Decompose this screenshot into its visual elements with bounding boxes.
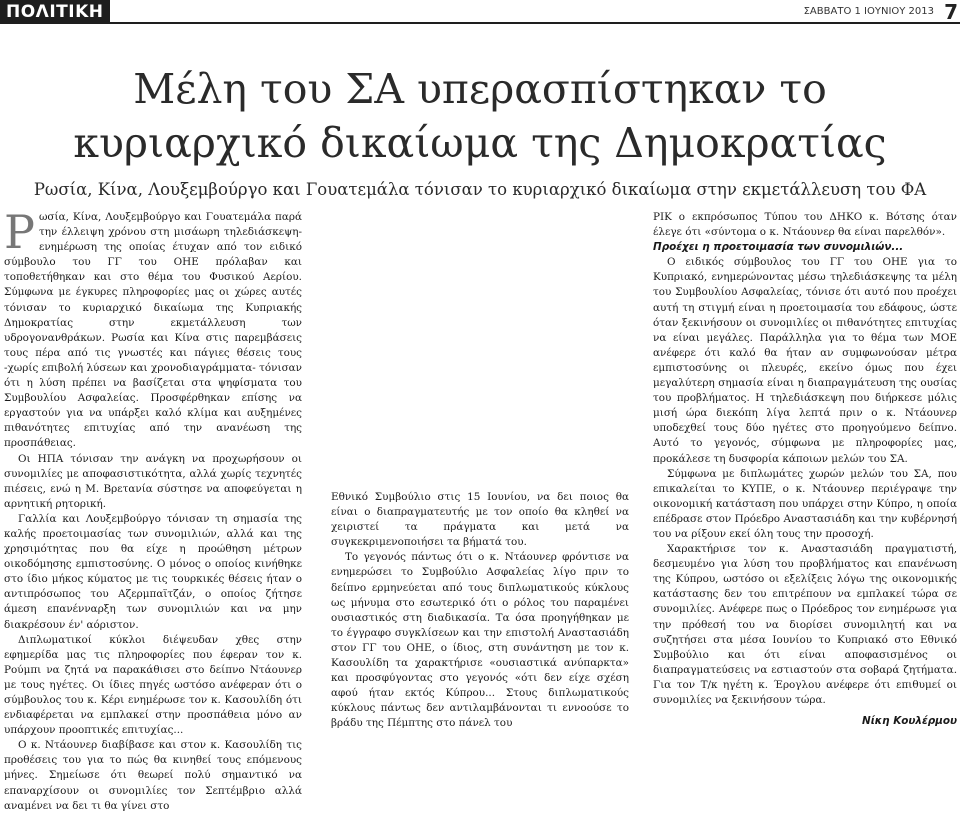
article-subtitle: Ρωσία, Κίνα, Λουξεμβούργο και Γουατεμάλα τόνισαν το κυριαρχικό δικαίωμα στην εκμετάλλευση του ΦΑ bbox=[33, 180, 927, 199]
paragraph: Ο κ. Ντάουνερ διαβίβασε και στον κ. Κασουλίδη τις προθέσεις του για το πώς θα κινηθεί τους επόμενους μήνες. Σημείωσε ότι θεωρεί πολύ σημαντικό να επαναρχίσουν οι συνομιλίες τον Σεπτέμβριο αλλά αναμένει να δει τι θα γίνει στο bbox=[4, 739, 302, 812]
paragraph: Εθνικό Συμβούλιο στις 15 Ιουνίου, να δει ποιος θα είναι ο διαπραγματευτής με τον οποίο θα κληθεί να χειριστεί τα πράγματα και μετά να συγκεκριμενοποιήσει τα βήματά του. bbox=[331, 491, 629, 549]
paragraph: Σύμφωνα με διπλωμάτες χωρών μελών του ΣΑ, που επικαλείται το ΚΥΠΕ, ο κ. Ντάουνερ περιέγραψε την οικονομική κατάσταση που υπάρχει στην Κύπρο, η οποία επέδρασε στον Πρόεδρο Αναστασιάδη και την κυβέρνησή του να ρίξουν εκεί όλη τους την προσοχή. bbox=[653, 467, 957, 540]
article-column-1 bbox=[4, 205, 302, 812]
paragraph: Ο ειδικός σύμβουλος του ΓΓ του ΟΗΕ για το Κυπριακό, ενημερώνοντας μέσω τηλεδιάσκεψης τα μέλη του Συμβουλίου Ασφαλείας, τόνισε ότι αυτό που προέχει αυτή τη στιγμή είναι η προετοιμασία του εδάφους, ώστε όταν ξεκινήσουν οι συνομιλίες οι πιθανότητες επιτυχίας να είναι μεγάλες. Παράλληλα για το θέμα των ΜΟΕ ανέφερε ότι καλό θα ήταν αν συμφωνούσαν μέτρα εμπιστοσύνης οι πλευρές, εκείνο όμως που έχει μεγαλύτερη σημασία είναι η διαπραγμάτευση της ουσίας του προβλήματος. Η τηλεδιάσκεψη που διήρκεσε μόλις μισή ώρα διεκόπη λίγα λεπτά πριν ο κ. Ντάουνερ υποδεχθεί τους δύο ηγέτες στο προηγούμενο δείπνο. Αυτό το γεγονός, σύμφωνα με πληροφορίες μας, προκάλεσε τη δυσφορία κάποιων μελών του ΣΑ. bbox=[653, 256, 957, 465]
page-header bbox=[0, 0, 960, 26]
drop-cap: Ρ bbox=[4, 205, 35, 259]
article-headline bbox=[0, 62, 960, 170]
paragraph: Οι ΗΠΑ τόνισαν την ανάγκη να προχωρήσουν οι συνομιλίες με αποφασιστικότητα, αλλά χωρίς τεχνητές πιέσεις, ενώ η Μ. Βρετανία σύστησε να αποφεύγεται η αρνητική ρητορική. bbox=[4, 452, 302, 510]
paragraph: Το γεγονός πάντως ότι ο κ. Ντάουνερ φρόντισε να ενημερώσει το Συμβούλιο Ασφαλείας λίγο πριν το δείπνο ερμηνεύεται από τους διπλωματικούς κύκλους ως μήνυμα στο εσωτερικό ότι ο ρόλος του παραμένει ουσιαστικός στη διαδικασία. Τα όσα προηγήθηκαν με το έγγραφο συγκλίσεων και την επιστολή Αναστασιάδη στον ΓΓ του ΟΗΕ, ο ίδιος, στη συνάντηση με τον κ. Κασουλίδη τα χαρακτήρισε «ουσιαστικά ανύπαρκτα» και προσφύγοντας στο γεγονός «ότι δεν είχε σχέση αφού ήταν εκτός Κύπρου... Στους διπλωματικούς κύκλους πάντως δεν αντιλαμβάνονται τι εννοούσε το βράδυ της Πέμπτης στο πάνελ του bbox=[331, 551, 629, 730]
page-number: 7 bbox=[944, 0, 958, 24]
paragraph: Χαρακτήρισε τον κ. Αναστασιάδη πραγματιστή, δεσμευμένο για λύση του προβλήματος και επανένωση της Κύπρου, ωστόσο οι εξελίξεις λόγω της οικονομικής κατάστασης δεν του επιτρέπουν να εμπλακεί τώρα σε συνομιλίες. Ανέφερε πως ο Πρόεδρος τον ενημέρωσε για την πρόθεσή του να διορίσει συνομιλητή και να συζητήσει στα μέσα Ιουνίου το Κυπριακό στο Εθνικό Συμβούλιο και ότι είναι αποφασισμένος οι διαπραγματεύσεις να εστιαστούν στα σοβαρά ζητήματα. Για τον Τ/κ ηγέτη κ. Έρογλου ανέφερε ότι επιθυμεί οι συνομιλίες να ξεκινήσουν τώρα. bbox=[653, 543, 957, 706]
header-rule bbox=[110, 22, 960, 24]
section-label: ΠΟΛΙΤΙΚΗ bbox=[0, 0, 110, 24]
author-byline: Νίκη Κουλέρμου bbox=[862, 715, 957, 728]
issue-date: ΣΑΒΒΑΤΟ 1 ΙΟΥΝΙΟΥ 2013 bbox=[803, 6, 934, 17]
headline-line-1: Μέλη του ΣΑ υπερασπίστηκαν το bbox=[133, 65, 827, 113]
article-column-2 bbox=[331, 490, 629, 730]
paragraph: Ρωσία, Κίνα, Λουξεμβούργο και Γουατεμάλα παρά την έλλειψη χρόνου στη μισάωρη τηλεδιάσκεψη-ενημέρωση της οποίας έτυχαν από τον ειδικό σύμβουλο του ΓΓ του ΟΗΕ πρόλαβαν και τοποθετήθηκαν και στο θέμα του Φυσικού Αερίου. Σύμφωνα με έγκυρες πληροφορίες μας οι χώρες αυτές τόνισαν το κυριαρχικό δικαίωμα της Κυπριακής Δημοκρατίας στην εκμετάλλευση των υδρογονανθράκων. Ρωσία και Κίνα στις παρεμβάσεις τους πέρα από τις γνωστές και πάγιες θέσεις τους -χωρίς επιβολή λύσεων και χρονοδιαγράμματα- τόνισαν ότι η λύση πρέπει να βασίζεται στα ψηφίσματα του Συμβουλίου Ασφαλείας. Προσφέρθηκαν επίσης να εργαστούν για να υπάρξει καλό κλίμα και αυξημένες πιθανότητες επιτυχίας από την ανανέωση της προσπάθειας. bbox=[4, 205, 302, 450]
section-subhead: Προέχει η προετοιμασία των συνομιλιών... bbox=[653, 241, 904, 254]
headline-line-2: κυριαρχικό δικαίωμα της Δημοκρατίας bbox=[73, 119, 887, 167]
paragraph: Γαλλία και Λουξεμβούργο τόνισαν τη σημασία της καλής προετοιμασίας των συνομιλιών, αλλά και της χρησιμότητας που θα είχε η προώθηση μέτρων οικοδόμησης εμπιστοσύνης. Ο μόνος ο οποίος κινήθηκε στο ίδιο μήκος κύματος με τις τουρκικές θέσεις ήταν ο αντιπρόσωπος του Αζερμπαϊτζάν, ο οποίος ζήτησε άμεση επανένναρξη των συνομιλιών και να μην διακρέσουν έν' αόριστον. bbox=[4, 512, 302, 631]
paragraph: ΡΙΚ ο εκπρόσωπος Τύπου του ΔΗΚΟ κ. Βότσης όταν έλεγε ότι «σύντομα ο κ. Ντάουνερ θα είναι παρελθόν». bbox=[653, 211, 957, 239]
paragraph: Διπλωματικοί κύκλοι διέψευδαν χθες στην εφημερίδα μας τις πληροφορίες που έφεραν τον κ. Ρούμπι να ζητά να παρακάθισει στο δείπνο Ντάουνερ με τους ηγέτες. Οι ίδιες πηγές ωστόσο ανέφεραν ότι ο σύμβουλος του κ. Κέρι ενημέρωσε τον κ. Κασουλίδη ότι ενδιαφέρεται να εμπλακεί στην προσπάθεια μόνο αν υπάρχουν προοπτικές επιτυχίας... bbox=[4, 633, 302, 737]
article-column-3 bbox=[653, 210, 957, 728]
